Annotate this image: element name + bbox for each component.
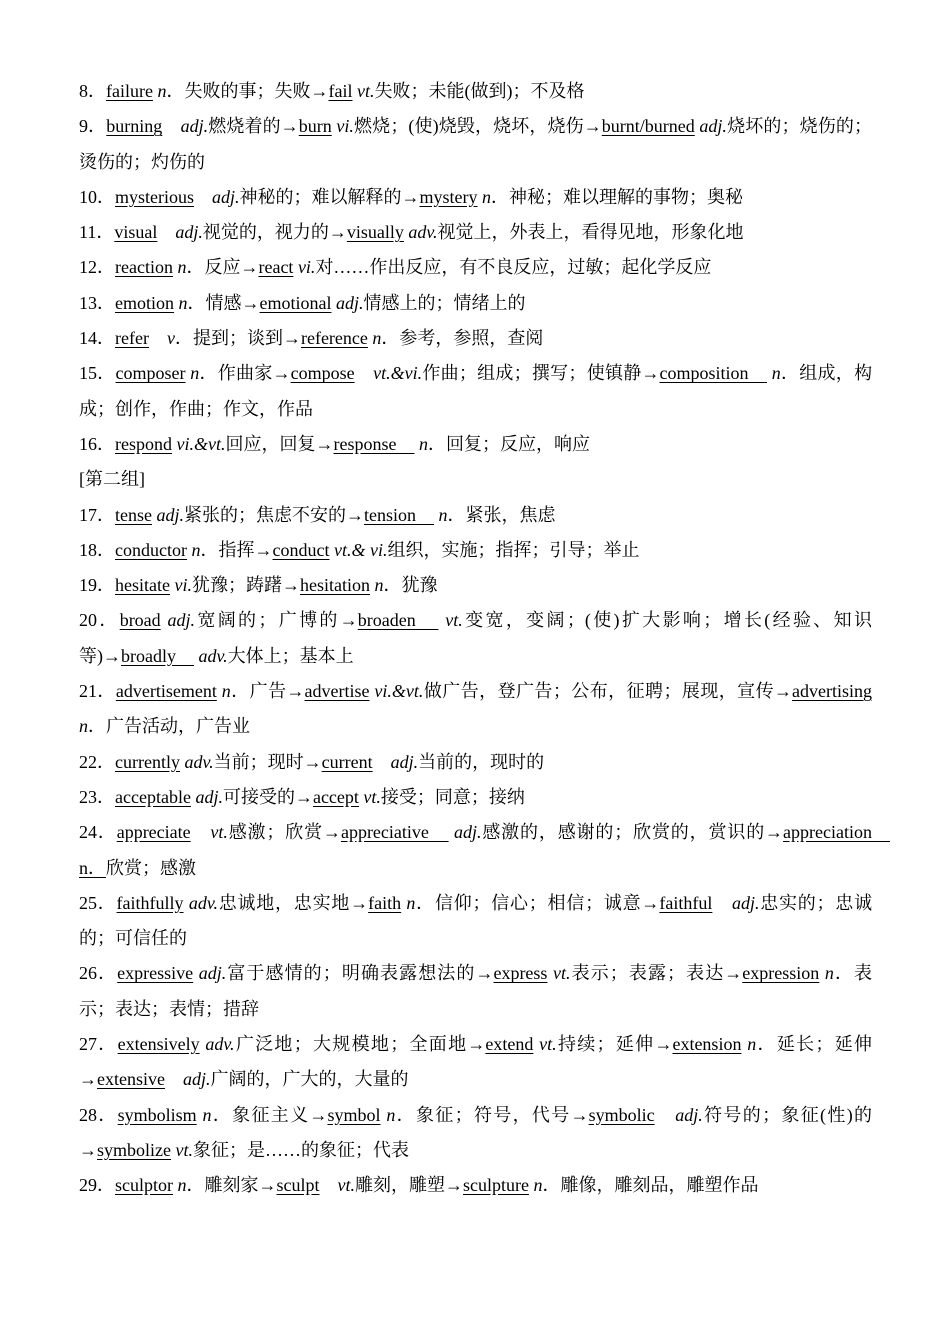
part-of-speech: n	[482, 186, 492, 207]
definition-text: 燃烧；(使)烧毁，烧坏，烧伤→	[353, 116, 602, 137]
definition-text: ．失败的事；失败→	[166, 81, 329, 101]
vocab-entry: 28．symbolism n．象征主义→symbol n．象征；符号，代号→symbolic adj.符号的；象征(性)的→symbolize vt.象征；是……的象征；代表	[79, 1104, 873, 1160]
entry-number: 28	[79, 1104, 97, 1125]
vocab-entry: 9．burning adj.燃烧着的→burn vi.燃烧；(使)烧毁，烧坏，烧伤→burnt/burned adj.烧坏的；烧伤的；烫伤的；灼伤的	[79, 116, 873, 172]
answer-word: refer	[115, 328, 149, 349]
definition-text: ．雕刻家→	[186, 1175, 277, 1196]
answer-word: appreciation n．	[79, 822, 891, 878]
definition-text: 雕刻，雕塑→	[355, 1175, 463, 1196]
definition-text: 感激的，感谢的；欣赏的，赏识的→	[481, 822, 784, 843]
answer-word: expression	[742, 963, 820, 984]
part-of-speech: vi.&vt.	[374, 681, 424, 702]
answer-word: response	[333, 433, 415, 454]
definition-text: 犹豫；踌躇→	[191, 575, 300, 596]
part-of-speech: adj.	[453, 822, 482, 843]
definition-text: 变宽，变阔；(使)扩大影响；增长(经验、知识等)→	[79, 610, 872, 666]
answer-word: acceptable	[115, 786, 191, 807]
vocab-entry: 17．tense adj.紧张的；焦虑不安的→tension n．紧张，焦虑	[79, 504, 556, 525]
part-of-speech: adj.	[195, 786, 223, 807]
part-of-speech: vt.&vi.	[373, 363, 423, 384]
answer-word: burnt/burned	[601, 116, 695, 137]
entry-number: 21	[79, 681, 97, 702]
answer-word: advertisement	[115, 681, 217, 702]
part-of-speech: n	[191, 539, 201, 560]
entry-number: 11	[79, 222, 97, 243]
answer-word: broaden	[357, 610, 439, 631]
definition-text	[165, 1069, 183, 1089]
definition-text: 忠实的；忠诚的；可信任的	[79, 892, 873, 949]
vocab-entry: 12．reaction n．反应→react vi.对……作出反应，有不良反应，过敏；起化学反应	[79, 257, 712, 278]
answer-word: extend	[485, 1034, 534, 1055]
definition-text: ．反应→	[186, 257, 259, 278]
part-of-speech: n	[406, 892, 416, 913]
definition-text: 宽阔的；广博的→	[195, 610, 358, 631]
vocab-entry: 24．appreciate vt.感激；欣赏→appreciative adj.感激的，感谢的；欣赏的，赏识的→appreciation n．欣赏；感激	[79, 822, 891, 878]
part-of-speech: adj.	[175, 222, 203, 243]
entry-number: 22	[79, 751, 97, 772]
part-of-speech: adj.	[182, 1069, 211, 1090]
answer-word: composition	[659, 363, 767, 384]
part-of-speech: n	[190, 363, 200, 384]
answer-word: compose	[290, 363, 355, 384]
vocab-entry: 20．broad adj.宽阔的；广博的→broaden vt.变宽，变阔；(使)扩大影响；增长(经验、知识等)→broadly adv.大体上；基本上	[79, 610, 872, 666]
part-of-speech: n	[79, 716, 88, 737]
vocab-entry: 16．respond vi.&vt.回应，回复→response n．回复；反应，响应	[79, 433, 590, 454]
part-of-speech: vt.	[553, 963, 571, 984]
vocab-entry: 10．mysterious adj.神秘的；难以解释的→mystery n．神秘；难以理解的事物；奥秘	[79, 186, 744, 207]
definition-text	[149, 328, 167, 348]
vocab-entry: 22．currently adv.当前；现时→current adj.当前的，现时的	[79, 751, 545, 772]
answer-word: appreciate	[116, 822, 191, 843]
answer-word: extensive	[97, 1069, 165, 1090]
vocab-entry: 13．emotion n．情感→emotional adj.情感上的；情绪上的	[79, 292, 526, 313]
entry-number: 17	[79, 504, 97, 525]
definition-text: 象征；是……的象征；代表	[193, 1139, 409, 1160]
definition-text: ．情感→	[187, 292, 260, 313]
part-of-speech: n	[771, 363, 781, 384]
vocab-entry: 11．visual adj.视觉的，视力的→visually adv.视觉上，外表上，看得见地，形象化地	[79, 222, 744, 243]
entry-number: 24	[79, 822, 97, 843]
part-of-speech: vt.	[356, 81, 375, 101]
answer-word: extensively	[117, 1034, 200, 1055]
entry-number: 27	[79, 1034, 97, 1055]
definition-text: ．作曲家→	[199, 363, 291, 384]
answer-word: sculptor	[115, 1175, 173, 1196]
answer-word: sculpt	[276, 1175, 320, 1196]
part-of-speech: adv.	[198, 645, 228, 666]
entry-number: 12	[79, 257, 97, 278]
answer-word: tense	[115, 504, 152, 525]
answer-word: expressive	[117, 963, 194, 984]
definition-text: 视觉的，视力的→	[202, 222, 347, 243]
definition-text: ．雕像，雕刻品，雕塑作品	[542, 1175, 759, 1196]
part-of-speech: adj.	[390, 751, 419, 772]
vocab-entry: 15．composer n．作曲家→compose vt.&vi.作曲；组成；撰写；使镇静→composition n．组成，构成；创作，作曲；作文，作品	[79, 363, 873, 419]
part-of-speech: vt.	[210, 822, 228, 843]
definition-text: 视觉上，外表上，看得见地，形象化地	[437, 222, 744, 243]
definition-text: 广阔的，广大的，大量的	[210, 1069, 409, 1090]
definition-text: 忠诚地，忠实地→	[217, 892, 369, 913]
definition-text	[161, 610, 168, 630]
vocab-entry: 25．faithfully adv.忠诚地，忠实地→faith n．信仰；信心；相信；诚意→faithful adj.忠实的；忠诚的；可信任的	[79, 892, 873, 949]
answer-word: reaction	[115, 257, 173, 278]
definition-text	[194, 187, 212, 207]
definition-text: 符号的；象征(性)的→	[79, 1104, 873, 1160]
part-of-speech: adj.	[675, 1104, 703, 1125]
definition-text: ．提到；谈到→	[174, 328, 301, 349]
answer-word: symbol	[327, 1104, 381, 1125]
definition-text	[655, 1105, 676, 1125]
part-of-speech: adj.	[731, 892, 760, 913]
answer-word: faith	[368, 892, 402, 913]
answer-word: respond	[115, 433, 172, 454]
part-of-speech: adj.	[156, 504, 184, 525]
part-of-speech: n	[202, 1104, 212, 1125]
answer-word: burn	[298, 116, 332, 137]
vocab-entry: 23．acceptable adj.可接受的→accept vt.接受；同意；接纳	[79, 786, 525, 807]
vocab-entry: 26．expressive adj.富于感情的；明确表露想法的→express vt.表示；表露；表达→expression n．表示；表达；表情；措辞	[79, 963, 873, 1019]
part-of-speech: adv.	[184, 751, 214, 772]
entry-number: 18	[79, 539, 97, 560]
part-of-speech: n	[418, 433, 428, 454]
part-of-speech: vt.& vi.	[333, 539, 388, 560]
definition-text: 对……作出反应，有不良反应，过敏；起化学反应	[315, 257, 712, 278]
definition-text	[320, 1175, 338, 1195]
part-of-speech: adv.	[408, 222, 438, 243]
entry-number: 29	[79, 1175, 97, 1196]
definition-text	[157, 222, 175, 242]
part-of-speech: n	[178, 292, 188, 313]
answer-word: current	[321, 751, 373, 772]
answer-word: reference	[300, 328, 368, 349]
entry-number: 9	[79, 116, 88, 137]
answer-word: visual	[114, 222, 158, 243]
answer-word: sculpture	[463, 1175, 529, 1196]
definition-text: ．参考，参照，查阅	[381, 328, 544, 349]
part-of-speech: n	[157, 81, 167, 101]
definition-text: 广泛地；大规模地；全面地→	[234, 1034, 486, 1055]
definition-text: 神秘的；难以解释的→	[239, 186, 420, 207]
part-of-speech: n	[747, 1034, 757, 1055]
entry-number: 25	[79, 892, 97, 913]
answer-word: broadly	[121, 645, 194, 666]
part-of-speech: vi.	[174, 575, 192, 596]
answer-word: hesitation	[299, 575, 370, 596]
definition-text: 欣赏；感激	[106, 857, 196, 878]
definition-text	[712, 893, 732, 913]
vocabulary-list	[79, 74, 891, 1204]
answer-word: currently	[115, 751, 180, 772]
definition-text: 接受；同意；接纳	[380, 786, 525, 807]
part-of-speech: adj.	[212, 186, 240, 207]
definition-text: 失败；未能(做到)；不及格	[374, 81, 585, 101]
definition-text: ．紧张，焦虑	[447, 504, 556, 525]
answer-word: extension	[672, 1034, 742, 1055]
answer-word: burning	[106, 116, 163, 137]
part-of-speech: n	[372, 328, 382, 349]
entry-number: 13	[79, 292, 97, 313]
definition-text	[191, 822, 211, 842]
answer-word: appreciative	[340, 822, 449, 843]
answer-word: emotional	[259, 292, 332, 313]
definition-text: 当前；现时→	[213, 751, 322, 772]
definition-text: 燃烧着的→	[208, 116, 299, 137]
definition-text: 持续；延伸→	[556, 1034, 673, 1055]
part-of-speech: v	[166, 328, 175, 349]
entry-number: 8	[79, 81, 88, 101]
answer-word: accept	[312, 786, 359, 807]
vocab-entry: 14．refer v．提到；谈到→reference n．参考，参照，查阅	[79, 328, 544, 349]
definition-text	[355, 363, 374, 383]
part-of-speech: adv.	[205, 1034, 235, 1055]
part-of-speech: n	[374, 575, 384, 596]
definition-text: 感激；欣赏→	[227, 822, 341, 843]
part-of-speech: adv.	[188, 892, 218, 913]
entry-number: 20	[79, 610, 97, 631]
part-of-speech: n	[533, 1175, 543, 1196]
definition-text	[373, 752, 391, 772]
answer-word: mysterious	[115, 186, 194, 207]
vocab-entry: 19．hesitate vi.犹豫；踌躇→hesitation n．犹豫	[79, 575, 438, 596]
part-of-speech: adj.	[335, 292, 364, 313]
definition-text: ．延长；延伸→	[79, 1034, 873, 1090]
answer-word: express	[493, 963, 548, 984]
answer-word: advertise	[304, 681, 370, 702]
definition-text: ．神秘；难以理解的事物；奥秘	[491, 186, 744, 207]
part-of-speech: vi.&vt.	[176, 433, 226, 454]
answer-word: composer	[115, 363, 186, 384]
definition-text: 当前的，现时的	[418, 751, 545, 772]
answer-word: symbolism	[117, 1104, 197, 1125]
entry-number: 23	[79, 786, 97, 807]
definition-text: 富于感情的；明确表露想法的→	[226, 963, 494, 984]
answer-word: hesitate	[115, 575, 170, 596]
answer-word: visually	[346, 222, 404, 243]
definition-text: 回应，回复→	[225, 433, 334, 454]
part-of-speech: n	[177, 257, 187, 278]
answer-word: fail	[328, 81, 353, 101]
part-of-speech: n	[386, 1104, 396, 1125]
vocab-entry: 8．failure n．失败的事；失败→fail vt.失败；未能(做到)；不及格	[79, 81, 585, 101]
definition-text: ．广告活动，广告业	[88, 716, 250, 737]
part-of-speech: n	[438, 504, 448, 525]
part-of-speech: vt.	[337, 1175, 355, 1196]
answer-word: faithfully	[116, 892, 184, 913]
part-of-speech: n	[177, 1175, 187, 1196]
part-of-speech: adj.	[198, 963, 227, 984]
definition-text: ．信仰；信心；相信；诚意→	[415, 892, 660, 913]
part-of-speech: n	[824, 963, 834, 984]
part-of-speech: vi.	[336, 116, 354, 137]
definition-text: 可接受的→	[222, 786, 313, 807]
answer-word: emotion	[115, 292, 174, 313]
entry-number: 19	[79, 575, 97, 596]
definition-text: ．组成，构成；创作，作曲；作文，作品	[79, 363, 873, 419]
part-of-speech: vt.	[363, 786, 381, 807]
part-of-speech: adj.	[699, 116, 727, 137]
vocab-entry: 29．sculptor n．雕刻家→sculpt vt.雕刻，雕塑→sculpture n．雕像，雕刻品，雕塑作品	[79, 1175, 759, 1196]
part-of-speech: adj.	[180, 116, 209, 137]
answer-word: mystery	[419, 186, 478, 207]
definition-text: 情感上的；情绪上的	[363, 292, 526, 313]
definition-text: 组织，实施；指挥；引导；举止	[387, 539, 640, 560]
definition-text: ．象征；符号，代号→	[395, 1104, 589, 1125]
answer-word: conduct	[272, 539, 330, 560]
answer-word: symbolize	[97, 1139, 171, 1160]
group-heading: [第二组]	[79, 469, 145, 490]
part-of-speech: vt.	[539, 1034, 557, 1055]
part-of-speech: n	[221, 681, 231, 702]
definition-text: ．表示；表达；表情；措辞	[79, 963, 873, 1019]
part-of-speech: vt.	[175, 1139, 193, 1160]
answer-word: tension	[364, 504, 434, 525]
definition-text	[162, 116, 180, 136]
answer-word: react	[258, 257, 294, 278]
entry-number: 16	[79, 433, 97, 454]
answer-word: symbolic	[588, 1104, 655, 1125]
definition-text: 大体上；基本上	[227, 645, 354, 666]
answer-word: conductor	[115, 539, 187, 560]
definition-text: 作曲；组成；撰写；使镇静→	[422, 363, 660, 384]
definition-text: ．指挥→	[200, 539, 273, 560]
definition-text: ．象征主义→	[211, 1104, 328, 1125]
vocab-entry: 18．conductor n．指挥→conduct vt.& vi.组织，实施；指挥；引导；举止	[79, 539, 640, 560]
definition-text: ．广告→	[230, 681, 305, 702]
entry-number: 10	[79, 186, 97, 207]
answer-word: faithful	[659, 892, 713, 913]
entry-number: 26	[79, 963, 97, 984]
answer-word: failure	[106, 81, 153, 101]
answer-word: broad	[119, 610, 161, 631]
part-of-speech: vt.	[445, 610, 463, 631]
definition-text: 紧张的；焦虑不安的→	[184, 504, 364, 525]
definition-text: 烧坏的；烧伤的；烫伤的；灼伤的	[79, 116, 873, 172]
answer-word: advertising	[792, 681, 873, 702]
definition-text: ．回复；反应，响应	[427, 433, 590, 454]
entry-number: 15	[79, 363, 97, 384]
definition-text: 做广告，登广告；公布，征聘；展现，宣传→	[423, 681, 793, 702]
entry-number: 14	[79, 328, 97, 349]
vocab-entry: 21．advertisement n．广告→advertise vi.&vt.做广告，登广告；公布，征聘；展现，宣传→advertising n．广告活动，广告业	[79, 681, 873, 737]
definition-text: 表示；表露；表达→	[570, 963, 743, 984]
vocab-entry: 27．extensively adv.广泛地；大规模地；全面地→extend vt.持续；延伸→extension n．延长；延伸→extensive adj.广阔的，广大的，大量的	[79, 1034, 873, 1090]
part-of-speech: vi.	[297, 257, 316, 278]
part-of-speech: adj.	[167, 610, 196, 631]
definition-text: ．犹豫	[383, 575, 438, 596]
